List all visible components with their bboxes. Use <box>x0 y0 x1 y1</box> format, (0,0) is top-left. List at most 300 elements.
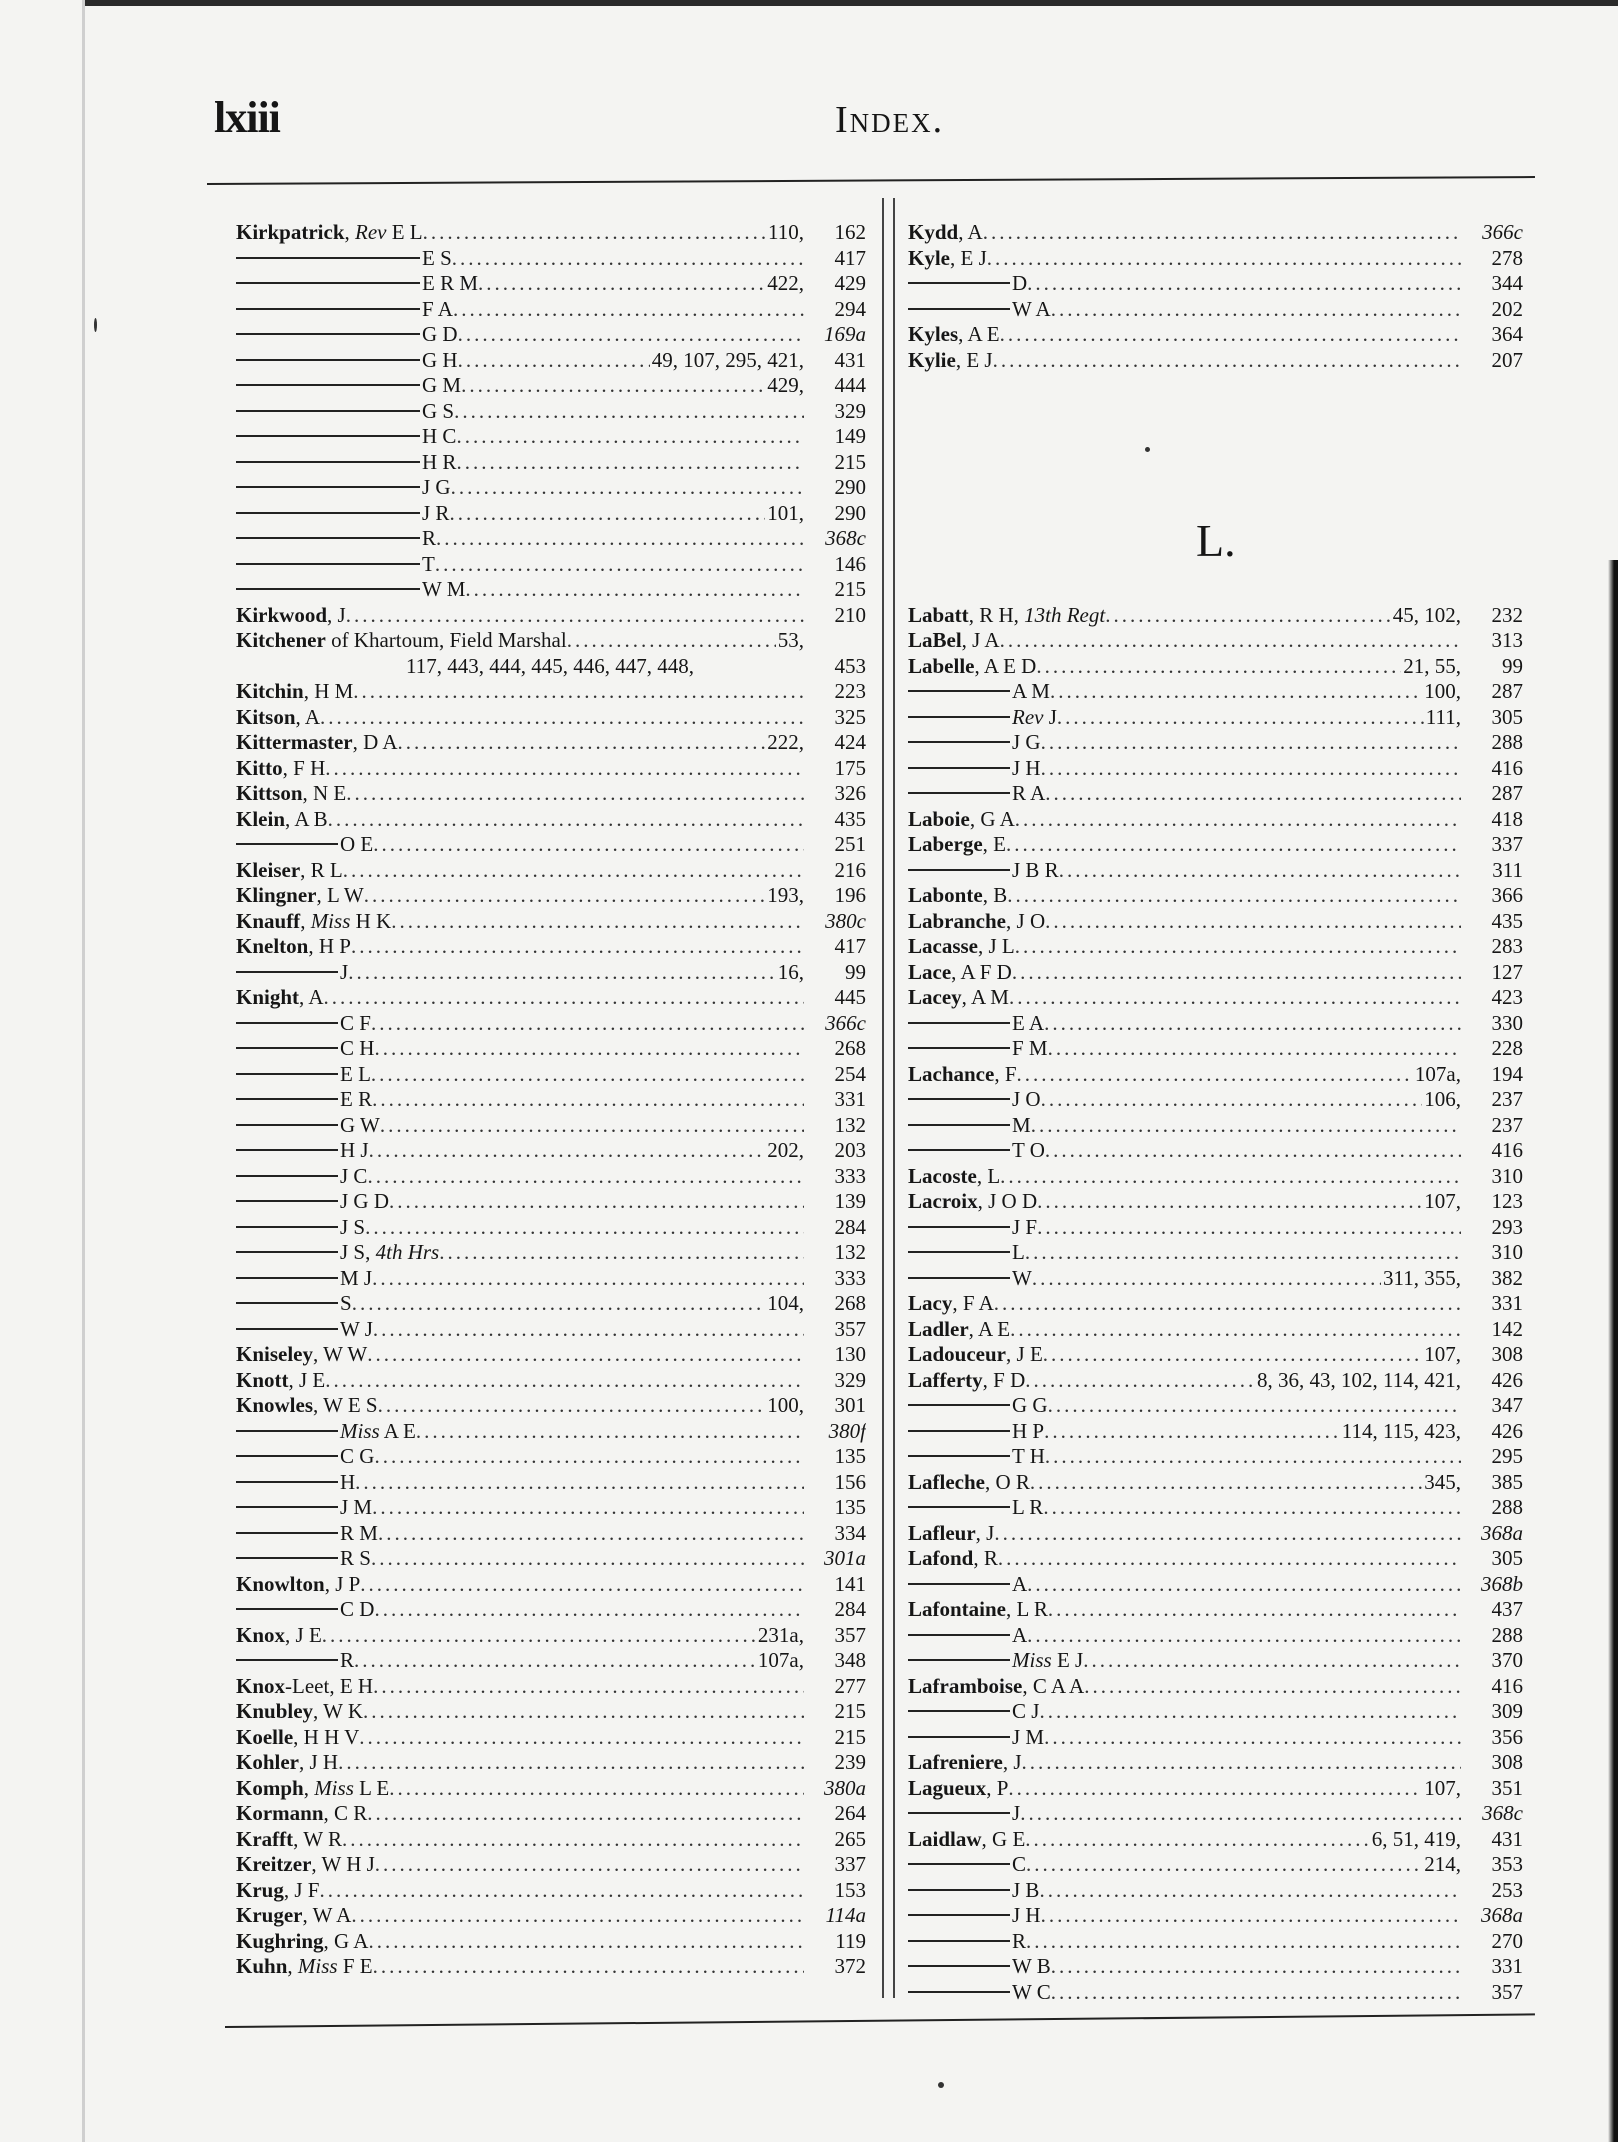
index-entry <box>908 1419 1523 1444</box>
entry-name <box>422 322 458 347</box>
entry-name <box>422 501 449 526</box>
entry-initials: W W <box>323 1342 368 1366</box>
entry-leader <box>1105 603 1391 628</box>
entry-name <box>236 654 694 679</box>
entry-leader <box>1083 1648 1461 1673</box>
entry-page: 366c <box>825 1010 866 1035</box>
entry-dash <box>236 1430 338 1432</box>
entry-leader <box>354 1648 756 1673</box>
entry-refs: 100, <box>1424 679 1461 703</box>
entry-page: 429 <box>834 271 866 295</box>
index-entry <box>908 1546 1523 1571</box>
entry-dash <box>236 1098 338 1100</box>
entry-name <box>236 1852 375 1877</box>
entry-surname: Ladouceur <box>908 1342 1007 1366</box>
entry-initials: W J <box>340 1316 373 1341</box>
entry-comma: , <box>1022 1673 1033 1698</box>
entry-leader <box>1048 1597 1461 1622</box>
entry-page: 288 <box>1491 1495 1523 1519</box>
entry-page: 431 <box>1491 1826 1523 1851</box>
entry-page: 175 <box>834 755 866 780</box>
entry-leader <box>346 781 804 806</box>
index-entry <box>908 1215 1523 1240</box>
index-entry <box>236 220 866 245</box>
scan-speck <box>94 318 97 332</box>
index-entry <box>236 1929 866 1954</box>
entry-name <box>908 1342 1043 1367</box>
entry-initials: T <box>422 551 435 576</box>
entry-name <box>908 1776 1008 1801</box>
entry-name <box>236 705 320 730</box>
entry-refs: 193, <box>767 883 804 907</box>
entry-page: 139 <box>834 1189 866 1213</box>
index-entry <box>236 271 866 296</box>
entry-page: 435 <box>834 806 866 831</box>
entry-leader <box>373 1954 804 1979</box>
entry-initials: T H <box>1012 1444 1045 1468</box>
entry-name <box>908 348 993 373</box>
entry-initials: A E D <box>983 653 1037 678</box>
index-entry <box>236 424 866 449</box>
entry-leader <box>346 603 804 628</box>
index-entry <box>908 1495 1523 1520</box>
entry-leader <box>1043 1342 1422 1367</box>
entry-name <box>1012 1648 1083 1673</box>
entry-surname: Klein <box>236 806 286 831</box>
entry-surname: Lafontaine <box>908 1597 1007 1621</box>
entry-refs: 16, <box>777 959 804 984</box>
entry-surname: Knott <box>236 1367 289 1392</box>
entry-name <box>236 883 364 908</box>
entry-refs: 429, <box>767 373 804 397</box>
entry-page: 368c <box>825 526 866 550</box>
entry-initials: F A <box>422 296 453 321</box>
entry-leader <box>1012 960 1461 985</box>
entry-name <box>236 1750 338 1775</box>
entry-page: 329 <box>834 398 866 423</box>
entry-surname: Knight <box>236 985 300 1009</box>
entry-page: 437 <box>1491 1597 1523 1621</box>
entry-leader <box>374 1036 804 1061</box>
entry-refs: 422, <box>767 271 804 295</box>
entry-name <box>1012 1087 1041 1112</box>
section-letter: L. <box>1196 515 1236 566</box>
entry-leader <box>1043 1495 1461 1520</box>
entry-name <box>236 1903 351 1928</box>
entry-name <box>236 1954 373 1979</box>
entry-leader <box>1051 1954 1461 1979</box>
entry-surname: Knowlton <box>236 1571 325 1596</box>
index-entry <box>908 297 1523 322</box>
index-entry <box>236 705 866 730</box>
entry-initials: A E <box>967 322 1000 346</box>
entry-dash <box>236 537 420 539</box>
entry-dash <box>236 461 420 463</box>
entry-page: 114a <box>825 1903 866 1927</box>
entry-leader <box>374 1597 804 1622</box>
index-entry <box>236 1215 866 1240</box>
entry-dash <box>908 1914 1010 1916</box>
entry-leader <box>1041 1087 1423 1112</box>
entry-initials: H H V <box>303 1724 360 1749</box>
entry-comma: , <box>282 755 294 780</box>
entry-comma: , <box>287 1954 298 1978</box>
entry-leader <box>359 1725 804 1750</box>
entry-initials: F A <box>962 1291 994 1315</box>
entry-page: 254 <box>834 1061 866 1086</box>
entry-initials: E R <box>340 1087 373 1111</box>
entry-name <box>1012 1444 1045 1469</box>
entry-page: 265 <box>834 1826 866 1851</box>
entry-name <box>1012 1980 1051 2005</box>
entry-initials: L R <box>1012 1495 1044 1519</box>
entry-initials: B <box>993 883 1008 907</box>
entry-name <box>1012 1699 1039 1724</box>
entry-initials: J O <box>1012 1087 1041 1111</box>
entry-page: 326 <box>834 781 866 805</box>
entry-initials: F D <box>993 1367 1026 1392</box>
index-entry <box>908 883 1523 908</box>
index-entry <box>908 1138 1523 1163</box>
entry-initials: F H <box>293 755 326 780</box>
entry-page: 290 <box>834 475 866 499</box>
entry-initials: A <box>304 704 321 729</box>
entry-page: 203 <box>834 1138 866 1162</box>
index-entry <box>236 1368 866 1393</box>
entry-initials: L R <box>1016 1597 1048 1621</box>
entry-dash <box>236 1659 338 1661</box>
entry-initials: J G <box>1012 730 1041 754</box>
entry-comma: , <box>288 1367 299 1392</box>
entry-name <box>236 934 351 959</box>
entry-initials: E J <box>960 245 987 270</box>
entry-name <box>908 807 1015 832</box>
index-entry <box>908 705 1523 730</box>
entry-page: 351 <box>1491 1775 1523 1800</box>
entry-leader <box>1044 1725 1461 1750</box>
index-entry <box>236 985 866 1010</box>
entry-regiment: 4th Hrs <box>375 1240 440 1264</box>
entry-page: 284 <box>834 1214 866 1239</box>
entry-comma: , <box>952 1291 963 1315</box>
entry-comma: , <box>285 806 295 831</box>
entry-name <box>1012 679 1050 704</box>
entry-initials: J A <box>972 628 1000 652</box>
entry-dash <box>236 359 420 361</box>
index-entry <box>908 322 1523 347</box>
entry-initials: J B <box>1012 1877 1040 1902</box>
entry-page: 416 <box>1491 1138 1523 1162</box>
entry-name <box>1012 1011 1044 1036</box>
entry-name <box>1012 1954 1051 1979</box>
entry-initials: C D <box>340 1597 375 1621</box>
entry-name <box>1012 756 1041 781</box>
entry-leader <box>367 1801 804 1826</box>
entry-name <box>236 1623 322 1648</box>
entry-initials: J G <box>422 475 451 499</box>
entry-refs: 104, <box>767 1291 804 1315</box>
entry-dash <box>236 1022 338 1024</box>
entry-name <box>236 1572 360 1597</box>
entry-initials: R A <box>1012 781 1046 805</box>
entry-leader <box>458 322 804 347</box>
entry-initials: J B R <box>1012 857 1059 882</box>
entry-leader <box>423 220 766 245</box>
index-entry <box>908 1444 1523 1469</box>
entry-page: 426 <box>1491 1418 1523 1443</box>
index-entry <box>908 1011 1523 1036</box>
entry-page: 372 <box>834 1954 866 1978</box>
entry-initials: G D <box>422 322 458 346</box>
entry-dash <box>908 1583 1010 1585</box>
entry-leader <box>1048 1036 1461 1061</box>
entry-initials: E A <box>1012 1010 1045 1035</box>
entry-surname: Lafferty <box>908 1367 983 1392</box>
entry-name <box>236 1827 342 1852</box>
entry-initials: W <box>1012 1265 1032 1290</box>
entry-surname: Kruger <box>236 1903 303 1927</box>
entry-surname: Knox <box>236 1673 286 1698</box>
index-entry <box>908 781 1523 806</box>
entry-leader <box>351 934 804 959</box>
index-entry <box>908 985 1523 1010</box>
entry-dash <box>236 384 420 386</box>
entry-surname: Lacroix <box>908 1189 978 1213</box>
index-entry <box>908 1164 1523 1189</box>
index-entry <box>236 756 866 781</box>
entry-surname: Ladler <box>908 1316 969 1341</box>
entry-surname: Klingner <box>236 883 317 907</box>
entry-name <box>1012 1572 1027 1597</box>
entry-dash <box>236 435 420 437</box>
entry-name <box>236 679 353 704</box>
entry-page: 287 <box>1491 781 1523 805</box>
entry-leader <box>1048 1393 1461 1418</box>
entry-surname: Kydd <box>908 220 959 244</box>
entry-page: 311 <box>1492 857 1523 882</box>
entry-leader <box>567 628 776 653</box>
index-entry <box>908 1929 1523 1954</box>
entry-page: 251 <box>834 832 866 856</box>
entry-refs: 21, 55, <box>1403 653 1461 678</box>
entry-name <box>340 1495 372 1520</box>
index-entry <box>908 1954 1523 1979</box>
entry-page: 308 <box>1491 1750 1523 1774</box>
entry-name <box>236 909 391 934</box>
entry-dash <box>236 308 420 310</box>
entry-dash <box>908 1022 1010 1024</box>
entry-initials: C J <box>1012 1699 1040 1723</box>
index-entry <box>236 960 866 985</box>
entry-refs: 107, <box>1424 1342 1461 1366</box>
entry-leader <box>1041 756 1461 781</box>
entry-name <box>340 1521 378 1546</box>
entry-leader <box>1007 883 1461 908</box>
index-entry <box>236 373 866 398</box>
entry-name <box>236 603 346 628</box>
entry-leader <box>998 1546 1461 1571</box>
entry-comma: , <box>302 1903 313 1927</box>
entry-dash <box>908 1940 1010 1942</box>
entry-page: 215 <box>834 1699 866 1723</box>
entry-dash <box>236 1277 338 1279</box>
entry-dash <box>908 282 1010 284</box>
entry-leader <box>1008 1776 1422 1801</box>
entry-page: 368a <box>1481 1520 1523 1545</box>
entry-name <box>236 628 567 653</box>
entry-name <box>422 577 465 602</box>
entry-surname: Knelton <box>236 934 309 958</box>
entry-leader <box>454 399 804 424</box>
entry-initials: W R <box>303 1826 342 1851</box>
index-entry <box>908 1725 1523 1750</box>
entry-name <box>908 1750 1022 1775</box>
entry-name <box>340 1317 373 1342</box>
entry-initials: A E <box>978 1316 1011 1341</box>
entry-leader <box>363 1699 804 1724</box>
entry-initials: A <box>967 220 983 244</box>
entry-name <box>908 832 1006 857</box>
entry-surname: Labonte <box>908 883 983 907</box>
entry-name <box>908 220 983 245</box>
entry-surname: Lacoste <box>908 1163 977 1188</box>
entry-surname: Lace <box>908 959 952 984</box>
entry-page: 216 <box>834 857 866 882</box>
entry-initials: A F D <box>960 959 1012 984</box>
entry-initials: C H <box>340 1036 375 1060</box>
entry-page: 295 <box>1491 1444 1523 1468</box>
entry-surname: Kitto <box>236 755 283 780</box>
index-entry <box>236 628 866 653</box>
entry-name <box>422 271 478 296</box>
entry-leader <box>1025 1368 1255 1393</box>
entry-surname: Kniseley <box>236 1342 313 1366</box>
entry-dash <box>908 1965 1010 1967</box>
entry-initials: O R <box>995 1469 1030 1494</box>
top-rule <box>207 176 1535 185</box>
index-entry <box>236 1317 866 1342</box>
entry-leader <box>1045 1444 1461 1469</box>
entry-page: 288 <box>1491 1622 1523 1647</box>
index-entry <box>236 475 866 500</box>
entry-leader <box>452 246 804 271</box>
entry-name <box>422 424 456 449</box>
entry-initials: J E <box>295 1622 322 1647</box>
entry-name <box>340 1164 367 1189</box>
index-entry <box>236 450 866 475</box>
entry-leader <box>369 1138 766 1163</box>
index-entry <box>236 1419 866 1444</box>
index-entry <box>908 1878 1523 1903</box>
entry-initials: H R <box>422 449 457 474</box>
entry-name <box>422 348 458 373</box>
index-entry <box>908 1750 1523 1775</box>
entry-refs: 45, 102, <box>1392 602 1461 627</box>
entry-leader <box>1015 807 1461 832</box>
index-entry <box>236 1266 866 1291</box>
entry-leader <box>1026 1929 1461 1954</box>
entry-name <box>1012 1266 1032 1291</box>
entry-initials: H P <box>318 934 351 958</box>
entry-dash <box>236 1073 338 1075</box>
index-entry <box>236 1623 866 1648</box>
entry-page: 453 <box>834 653 866 678</box>
entry-leader <box>1045 1138 1461 1163</box>
entry-page: 435 <box>1491 908 1523 933</box>
entry-refs: 107a, <box>757 1648 804 1672</box>
index-entry <box>236 399 866 424</box>
entry-dash <box>908 1098 1010 1100</box>
entry-page: 135 <box>834 1444 866 1468</box>
entry-surname: Kylie <box>908 347 956 372</box>
entry-name <box>908 985 1009 1010</box>
entry-name <box>908 246 987 271</box>
entry-comma: , <box>1006 908 1017 933</box>
entry-page: 123 <box>1491 1189 1523 1213</box>
entry-initials: H C <box>422 424 457 448</box>
entry-dash <box>908 1226 1010 1228</box>
entry-dash <box>908 767 1010 769</box>
entry-dash <box>908 1863 1010 1865</box>
entry-page: 368c <box>1482 1801 1523 1825</box>
entry-name <box>236 1801 367 1826</box>
index-entry <box>236 1240 866 1265</box>
entry-initials: W M <box>422 577 466 601</box>
entry-dash <box>236 971 338 973</box>
index-entry <box>236 1291 866 1316</box>
entry-leader <box>1051 297 1461 322</box>
entry-page: 416 <box>1491 1673 1523 1698</box>
entry-initials: J <box>986 1520 995 1545</box>
entry-leader <box>389 1189 804 1214</box>
entry-surname: Kreitzer <box>236 1852 312 1876</box>
entry-page: 146 <box>834 551 866 576</box>
entry-leader <box>328 807 804 832</box>
entry-leader <box>416 1419 804 1444</box>
entry-dash <box>236 1200 338 1202</box>
entry-dash <box>236 1328 338 1330</box>
entry-refs: 106, <box>1424 1087 1461 1111</box>
entry-leader <box>1032 1266 1381 1291</box>
entry-dash <box>236 1251 338 1253</box>
entry-leader <box>1006 832 1461 857</box>
entry-leader <box>1037 1215 1461 1240</box>
entry-page: 331 <box>1491 1291 1523 1315</box>
index-entry <box>236 1546 866 1571</box>
entry-surname: Lacasse <box>908 934 978 958</box>
entry-name <box>908 322 1000 347</box>
entry-comma: , <box>986 1775 997 1800</box>
entry-surname: Kohler <box>236 1750 299 1774</box>
index-entry <box>236 1827 866 1852</box>
entry-comma: , <box>299 1750 310 1774</box>
entry-page: 353 <box>1491 1852 1523 1876</box>
entry-name <box>1012 1725 1044 1750</box>
index-entry <box>236 603 866 628</box>
entry-leader <box>439 1240 804 1265</box>
entry-name <box>908 1062 1017 1087</box>
entry-page: 366c <box>1482 220 1523 244</box>
entry-dash <box>236 1175 338 1177</box>
entry-leader <box>319 1878 804 1903</box>
entry-comma: , <box>293 1826 304 1851</box>
entry-page: 283 <box>1491 934 1523 958</box>
entry-page: 424 <box>834 730 866 754</box>
entry-name <box>908 960 1012 985</box>
index-entry <box>236 1036 866 1061</box>
entry-surname: Kittermaster <box>236 730 353 754</box>
index-entry <box>908 1776 1523 1801</box>
